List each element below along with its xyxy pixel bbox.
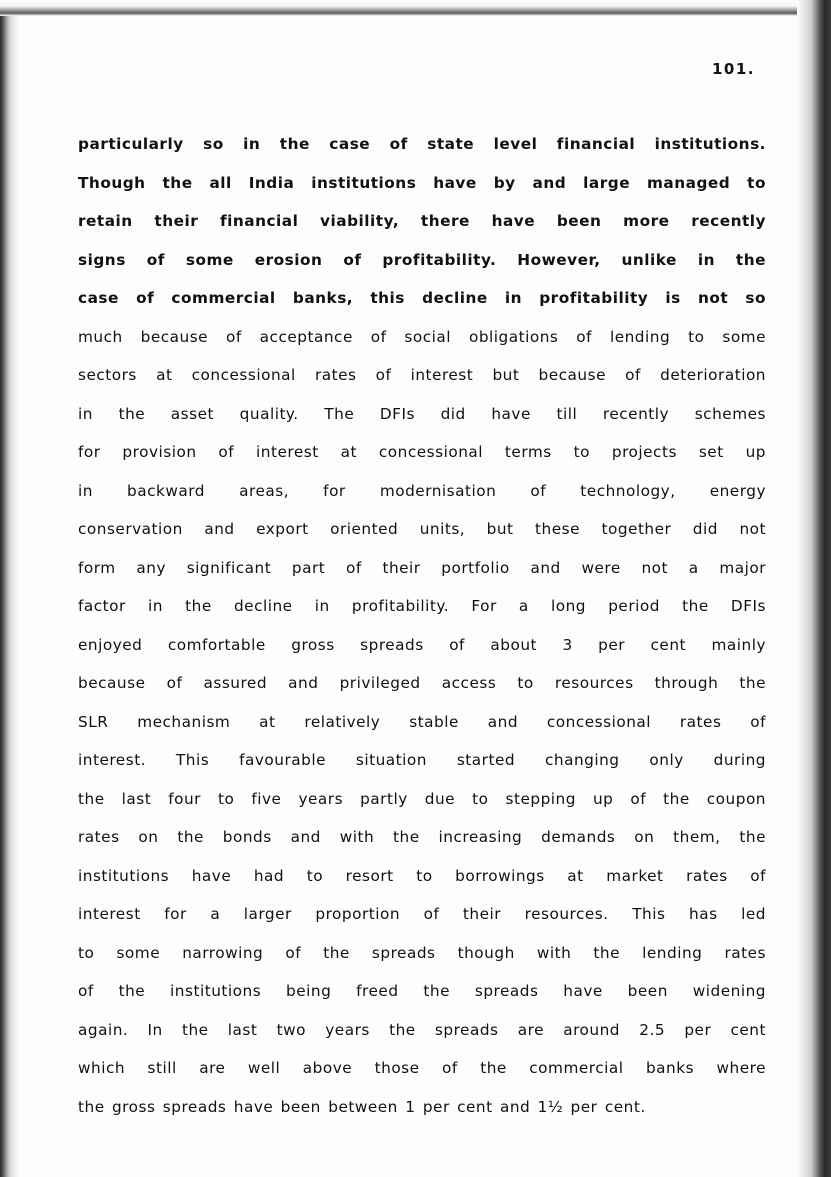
- page-number: 101.: [712, 60, 756, 78]
- text-line: rates on the bonds and with the increasing demands on them, the: [78, 828, 766, 846]
- text-line: the gross spreads have been between 1 per cent and 1½ per cent.: [78, 1097, 646, 1116]
- text-line: for provision of interest at concessional terms to projects set up: [78, 443, 766, 461]
- text-line: the last four to five years partly due to stepping up of the coupon: [78, 789, 766, 808]
- text-line: case of commercial banks, this decline in profitability is not so: [78, 289, 766, 307]
- text-line: institutions have had to resort to borrowings at market rates of: [78, 866, 766, 885]
- text-line: form any significant part of their portfolio and were not a major: [78, 558, 766, 577]
- text-line: Though the all India institutions have by and large managed to: [78, 173, 766, 192]
- scan-left-edge: [0, 0, 20, 1177]
- text-line: because of assured and privileged access to resources through the: [78, 674, 766, 692]
- text-line: of the institutions being freed the spreads have been widening: [78, 982, 766, 1000]
- text-line: much because of acceptance of social obligations of lending to some: [78, 327, 766, 346]
- text-line: which still are well above those of the commercial banks where: [78, 1059, 766, 1077]
- text-line: conservation and export oriented units, but these together did not: [78, 520, 766, 538]
- text-line: sectors at concessional rates of interest but because of deterioration: [78, 366, 766, 384]
- text-line: again. In the last two years the spreads are around 2.5 per cent: [78, 1020, 766, 1039]
- text-line: SLR mechanism at relatively stable and concessional rates of: [78, 712, 766, 731]
- body-paragraph: [78, 130, 766, 1131]
- text-line: interest. This favourable situation started changing only during: [78, 751, 766, 769]
- text-line: in the asset quality. The DFIs did have till recently schemes: [78, 404, 766, 423]
- text-line: factor in the decline in profitability. For a long period the DFIs: [78, 597, 766, 615]
- text-line: interest for a larger proportion of their resources. This has led: [78, 905, 766, 923]
- text-line: to some narrowing of the spreads though with the lending rates: [78, 943, 766, 962]
- text-line: signs of some erosion of profitability. However, unlike in the: [78, 250, 766, 269]
- scan-right-edge: [797, 0, 831, 1177]
- text-line: in backward areas, for modernisation of technology, energy: [78, 481, 766, 500]
- scan-top-edge: [0, 0, 831, 16]
- text-line: particularly so in the case of state level financial institutions.: [78, 135, 766, 153]
- text-line: retain their financial viability, there have been more recently: [78, 212, 766, 230]
- text-line: enjoyed comfortable gross spreads of about 3 per cent mainly: [78, 635, 766, 654]
